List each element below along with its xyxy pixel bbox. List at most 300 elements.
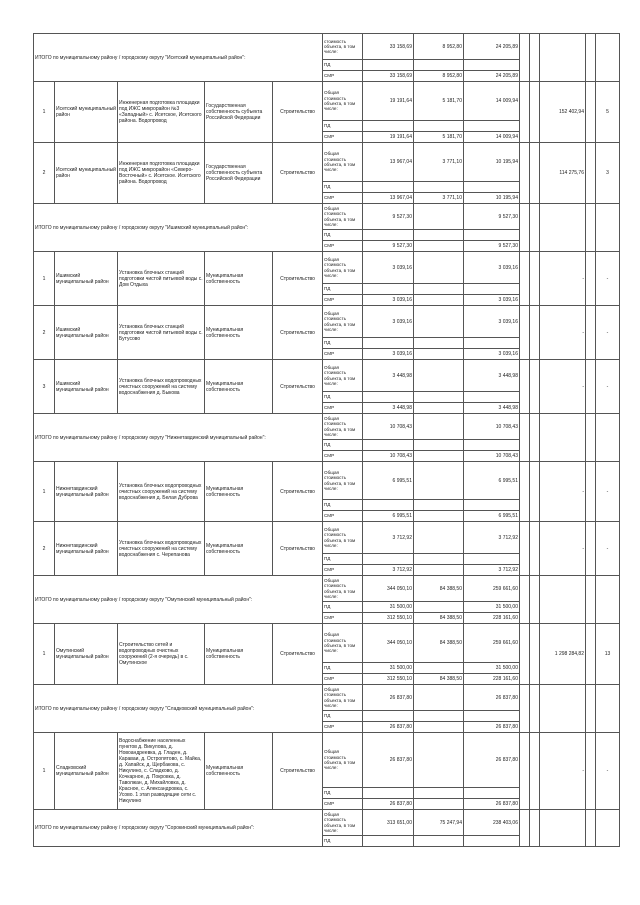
amount-cell bbox=[414, 522, 464, 554]
empty-cell bbox=[530, 576, 540, 624]
amount-cell: 8 952,80 bbox=[414, 34, 464, 60]
extra-amount: - bbox=[540, 252, 586, 306]
amount-cell bbox=[464, 121, 520, 132]
amount-cell: 9 527,30 bbox=[363, 241, 414, 252]
amount-cell bbox=[464, 788, 520, 799]
total-row bbox=[34, 576, 620, 602]
object-name: Установка блочных водопроводных очистных сооружений на систему водоснабжения д. Быкова bbox=[118, 360, 205, 414]
amount-cell: 259 661,60 bbox=[464, 576, 520, 602]
item-number: 1 bbox=[34, 733, 55, 810]
amount-cell bbox=[464, 836, 520, 847]
empty-cell bbox=[540, 576, 586, 624]
municipality-name: Сладковский муниципальный район bbox=[55, 733, 118, 810]
pd-label: ПД bbox=[323, 500, 363, 511]
work-type: Строительство bbox=[273, 143, 323, 204]
amount-cell: 84 388,50 bbox=[414, 674, 464, 685]
amount-cell: 10 195,94 bbox=[464, 193, 520, 204]
empty-cell bbox=[520, 685, 530, 733]
extra-amount: - bbox=[540, 462, 586, 522]
object-name: Установка блочных водопроводных очистных сооружений на систему водоснабжения д. Белая Дуброва bbox=[118, 462, 205, 522]
amount-cell: 26 837,80 bbox=[464, 722, 520, 733]
empty-cell bbox=[520, 733, 530, 810]
item-row bbox=[34, 82, 620, 121]
empty-cell bbox=[530, 624, 540, 685]
amount-cell: 13 967,04 bbox=[363, 193, 414, 204]
amount-cell: 84 388,50 bbox=[414, 576, 464, 602]
item-row bbox=[34, 462, 620, 500]
amount-cell: 3 712,92 bbox=[363, 522, 414, 554]
empty-cell bbox=[540, 204, 586, 252]
empty-cell bbox=[586, 522, 596, 576]
amount-cell: 3 039,16 bbox=[363, 295, 414, 306]
pd-label: ПД bbox=[323, 440, 363, 451]
amount-cell: 84 388,50 bbox=[414, 613, 464, 624]
cost-label: Общая стоимость объекта, в том числе: bbox=[323, 82, 363, 121]
work-type: Строительство bbox=[273, 733, 323, 810]
empty-cell bbox=[586, 34, 596, 82]
empty-cell bbox=[586, 810, 596, 847]
work-type: Строительство bbox=[273, 522, 323, 576]
empty-cell bbox=[596, 810, 620, 847]
empty-cell bbox=[586, 685, 596, 733]
amount-cell bbox=[414, 565, 464, 576]
object-name: Строительство сетей и водопроводных очистных сооружений (2-я очередь) в с. Омутинское bbox=[118, 624, 205, 685]
amount-cell bbox=[414, 121, 464, 132]
amount-cell: 19 191,64 bbox=[363, 132, 414, 143]
municipality-name: Нижнетавдинский муниципальный район bbox=[55, 522, 118, 576]
empty-cell bbox=[520, 414, 530, 462]
smr-label: СМР bbox=[323, 403, 363, 414]
pd-label: ПД bbox=[323, 392, 363, 403]
smr-label: СМР bbox=[323, 349, 363, 360]
empty-cell bbox=[530, 252, 540, 306]
item-row bbox=[34, 252, 620, 284]
extra-count: - bbox=[596, 360, 620, 414]
amount-cell: 3 712,92 bbox=[363, 565, 414, 576]
empty-cell bbox=[530, 82, 540, 143]
amount-cell: 9 527,30 bbox=[464, 241, 520, 252]
cost-label: Общая стоимость объекта, в том числе: bbox=[323, 252, 363, 284]
empty-cell bbox=[586, 733, 596, 810]
amount-cell bbox=[363, 182, 414, 193]
empty-cell bbox=[530, 522, 540, 576]
municipality-name: Омутинский муниципальный район bbox=[55, 624, 118, 685]
cost-label: стоимость объекта, в том числе: bbox=[323, 34, 363, 60]
amount-cell: 3 448,98 bbox=[464, 360, 520, 392]
amount-cell: 3 712,92 bbox=[464, 565, 520, 576]
amount-cell bbox=[414, 284, 464, 295]
extra-amount: - bbox=[540, 522, 586, 576]
amount-cell bbox=[414, 230, 464, 241]
amount-cell bbox=[414, 338, 464, 349]
cost-label: Общая стоимость объекта, в том числе: bbox=[323, 576, 363, 602]
smr-label: СМР bbox=[323, 799, 363, 810]
pd-label: ПД bbox=[323, 788, 363, 799]
empty-cell bbox=[586, 462, 596, 522]
total-row bbox=[34, 810, 620, 836]
pd-label: ПД bbox=[323, 182, 363, 193]
empty-cell bbox=[586, 414, 596, 462]
pd-label: ПД bbox=[323, 836, 363, 847]
amount-cell bbox=[414, 733, 464, 788]
ownership-type: Муниципальная собственность bbox=[205, 522, 273, 576]
amount-cell: 75 247,94 bbox=[414, 810, 464, 836]
amount-cell bbox=[414, 511, 464, 522]
municipality-name: Исетский муниципальный район bbox=[55, 143, 118, 204]
amount-cell bbox=[414, 500, 464, 511]
extra-amount: - bbox=[540, 360, 586, 414]
item-row bbox=[34, 522, 620, 554]
empty-cell bbox=[530, 143, 540, 204]
amount-cell: 19 191,64 bbox=[363, 82, 414, 121]
amount-cell: 33 158,69 bbox=[363, 34, 414, 60]
amount-cell bbox=[464, 284, 520, 295]
empty-cell bbox=[520, 462, 530, 522]
amount-cell bbox=[414, 60, 464, 71]
cost-label: Общая стоимость объекта, в том числе: bbox=[323, 462, 363, 500]
amount-cell bbox=[414, 241, 464, 252]
amount-cell: 26 837,80 bbox=[363, 799, 414, 810]
empty-cell bbox=[530, 462, 540, 522]
empty-cell bbox=[530, 733, 540, 810]
empty-cell bbox=[586, 252, 596, 306]
amount-cell: 31 500,00 bbox=[363, 602, 414, 613]
amount-cell: 10 708,43 bbox=[464, 414, 520, 440]
work-type: Строительство bbox=[273, 306, 323, 360]
amount-cell bbox=[414, 349, 464, 360]
smr-label: СМР bbox=[323, 241, 363, 252]
work-type: Строительство bbox=[273, 624, 323, 685]
amount-cell: 33 158,69 bbox=[363, 71, 414, 82]
amount-cell: 3 771,10 bbox=[414, 143, 464, 182]
amount-cell bbox=[414, 722, 464, 733]
item-row bbox=[34, 733, 620, 788]
cost-label: Общая стоимость объекта, в том числе: bbox=[323, 306, 363, 338]
extra-amount: 1 298 284,82 bbox=[540, 624, 586, 685]
total-row bbox=[34, 414, 620, 440]
empty-cell bbox=[520, 204, 530, 252]
extra-count: - bbox=[596, 252, 620, 306]
amount-cell: 31 500,00 bbox=[363, 663, 414, 674]
empty-cell bbox=[586, 306, 596, 360]
amount-cell: 26 837,80 bbox=[363, 733, 414, 788]
pd-label: ПД bbox=[323, 338, 363, 349]
empty-cell bbox=[530, 685, 540, 733]
empty-cell bbox=[520, 82, 530, 143]
object-name: Установка блочных станций подготовки чистой питьевой воды с. Дом Отдыха bbox=[118, 252, 205, 306]
item-number: 1 bbox=[34, 252, 55, 306]
empty-cell bbox=[520, 306, 530, 360]
district-total-title: ИТОГО по муниципальному району / городскому округу "Исетский муниципальный район": bbox=[34, 34, 323, 82]
amount-cell bbox=[414, 711, 464, 722]
cost-label: Общая стоимость объекта, в том числе: bbox=[323, 733, 363, 788]
amount-cell: 26 837,80 bbox=[464, 733, 520, 788]
extra-count: 3 bbox=[596, 143, 620, 204]
pd-label: ПД bbox=[323, 60, 363, 71]
amount-cell: 9 527,30 bbox=[363, 204, 414, 230]
amount-cell bbox=[464, 60, 520, 71]
amount-cell bbox=[414, 836, 464, 847]
amount-cell: 10 708,43 bbox=[363, 414, 414, 440]
amount-cell: 26 837,80 bbox=[363, 685, 414, 711]
ownership-type: Муниципальная собственность bbox=[205, 462, 273, 522]
amount-cell: 3 039,16 bbox=[464, 295, 520, 306]
amount-cell bbox=[363, 338, 414, 349]
empty-cell bbox=[596, 685, 620, 733]
district-total-title: ИТОГО по муниципальному району / городскому округу "Омутинский муниципальный район": bbox=[34, 576, 323, 624]
ownership-type: Муниципальная собственность bbox=[205, 306, 273, 360]
amount-cell bbox=[414, 295, 464, 306]
amount-cell bbox=[414, 554, 464, 565]
object-name: Водоснабжение населенных пунктов д. Викулова, д. Новоандреевка, д. Гладен, д. Караваи, д. Остропятово, с. Майка, д. Хапайск, д. Щербакова, с. Никулино, с. Сладково, д. Кочкарное, д. Покровка, д. Таволжан, д. Михайловка, д. Красное, с. Александровка, с. Усово. 1 этап разводящие сети с. Никулино bbox=[118, 733, 205, 810]
amount-cell: 3 712,92 bbox=[464, 522, 520, 554]
empty-cell bbox=[586, 143, 596, 204]
district-total-title: ИТОГО по муниципальному району / городскому округу "Сорокинский муниципальный район": bbox=[34, 810, 323, 847]
amount-cell bbox=[414, 685, 464, 711]
amount-cell bbox=[363, 392, 414, 403]
amount-cell: 14 009,94 bbox=[464, 82, 520, 121]
cost-label: Общая стоимость объекта, в том числе: bbox=[323, 360, 363, 392]
empty-cell bbox=[530, 414, 540, 462]
smr-label: СМР bbox=[323, 613, 363, 624]
empty-cell bbox=[520, 252, 530, 306]
amount-cell: 6 995,51 bbox=[363, 511, 414, 522]
extra-amount: - bbox=[540, 733, 586, 810]
amount-cell bbox=[363, 788, 414, 799]
empty-cell bbox=[520, 143, 530, 204]
amount-cell bbox=[414, 788, 464, 799]
ownership-type: Государственная собственность субъекта Российской Федерации bbox=[205, 82, 273, 143]
object-name: Установка блочных станций подготовки чистой питьевой воды с. Бутусово bbox=[118, 306, 205, 360]
empty-cell bbox=[520, 810, 530, 847]
object-name: Инженерная подготовка площадки под ИЖС микрорайон №3 «Западный» с. Исетское, Исетского района. Водопровод bbox=[118, 82, 205, 143]
amount-cell bbox=[464, 554, 520, 565]
empty-cell bbox=[520, 624, 530, 685]
extra-amount: - bbox=[540, 306, 586, 360]
extra-amount: 114 275,76 bbox=[540, 143, 586, 204]
amount-cell bbox=[464, 392, 520, 403]
empty-cell bbox=[530, 360, 540, 414]
amount-cell bbox=[414, 602, 464, 613]
pd-label: ПД bbox=[323, 663, 363, 674]
empty-cell bbox=[530, 306, 540, 360]
empty-cell bbox=[530, 34, 540, 82]
empty-cell bbox=[586, 624, 596, 685]
extra-count: 5 bbox=[596, 82, 620, 143]
amount-cell: 3 039,16 bbox=[363, 306, 414, 338]
amount-cell: 13 967,04 bbox=[363, 143, 414, 182]
municipality-name: Исетский муниципальный район bbox=[55, 82, 118, 143]
empty-cell bbox=[586, 82, 596, 143]
work-type: Строительство bbox=[273, 360, 323, 414]
empty-cell bbox=[540, 34, 586, 82]
amount-cell bbox=[363, 554, 414, 565]
pd-label: ПД bbox=[323, 284, 363, 295]
empty-cell bbox=[596, 204, 620, 252]
amount-cell: 228 161,60 bbox=[464, 613, 520, 624]
item-number: 1 bbox=[34, 624, 55, 685]
extra-amount: 152 402,94 bbox=[540, 82, 586, 143]
amount-cell bbox=[464, 230, 520, 241]
district-total-title: ИТОГО по муниципальному району / городскому округу "Сладковский муниципальный район": bbox=[34, 685, 323, 733]
item-number: 2 bbox=[34, 306, 55, 360]
amount-cell bbox=[414, 204, 464, 230]
amount-cell: 344 050,10 bbox=[363, 624, 414, 663]
empty-cell bbox=[540, 685, 586, 733]
budget-table bbox=[33, 33, 620, 847]
cost-label: Общая стоимость объекта, в том числе: bbox=[323, 204, 363, 230]
pd-label: ПД bbox=[323, 121, 363, 132]
empty-cell bbox=[540, 414, 586, 462]
smr-label: СМР bbox=[323, 565, 363, 576]
smr-label: СМР bbox=[323, 193, 363, 204]
item-number: 1 bbox=[34, 462, 55, 522]
amount-cell: 26 837,80 bbox=[363, 722, 414, 733]
amount-cell bbox=[363, 60, 414, 71]
amount-cell: 26 837,80 bbox=[464, 799, 520, 810]
cost-label: Общая стоимость объекта, в том числе: bbox=[323, 810, 363, 836]
total-row bbox=[34, 204, 620, 230]
amount-cell: 344 050,10 bbox=[363, 576, 414, 602]
extra-count: 13 bbox=[596, 624, 620, 685]
cost-label: Общая стоимость объекта, в том числе: bbox=[323, 624, 363, 663]
smr-label: СМР bbox=[323, 674, 363, 685]
district-total-title: ИТОГО по муниципальному району / городскому округу "Ишимский муниципальный район": bbox=[34, 204, 323, 252]
empty-cell bbox=[586, 204, 596, 252]
amount-cell: 8 952,80 bbox=[414, 71, 464, 82]
empty-cell bbox=[520, 34, 530, 82]
amount-cell: 26 837,80 bbox=[464, 685, 520, 711]
empty-cell bbox=[586, 360, 596, 414]
empty-cell bbox=[530, 204, 540, 252]
item-row bbox=[34, 143, 620, 182]
extra-count: - bbox=[596, 522, 620, 576]
amount-cell bbox=[414, 360, 464, 392]
object-name: Установка блочных водопроводных очистных сооружений на систему водоснабжения с. Черепанова bbox=[118, 522, 205, 576]
amount-cell: 10 708,43 bbox=[464, 451, 520, 462]
amount-cell: 31 500,00 bbox=[464, 602, 520, 613]
amount-cell bbox=[414, 306, 464, 338]
empty-cell bbox=[520, 522, 530, 576]
item-number: 3 bbox=[34, 360, 55, 414]
item-number: 2 bbox=[34, 143, 55, 204]
amount-cell bbox=[414, 414, 464, 440]
amount-cell bbox=[363, 284, 414, 295]
amount-cell: 14 009,94 bbox=[464, 132, 520, 143]
amount-cell: 6 995,51 bbox=[464, 511, 520, 522]
amount-cell: 84 388,50 bbox=[414, 624, 464, 663]
municipality-name: Ишимский муниципальный район bbox=[55, 306, 118, 360]
amount-cell bbox=[464, 182, 520, 193]
work-type: Строительство bbox=[273, 252, 323, 306]
district-total-title: ИТОГО по муниципальному району / городскому округу "Нижнетавдинский муниципальный район": bbox=[34, 414, 323, 462]
smr-label: СМР bbox=[323, 71, 363, 82]
total-row bbox=[34, 34, 620, 60]
amount-cell: 312 550,10 bbox=[363, 674, 414, 685]
amount-cell: 5 181,70 bbox=[414, 82, 464, 121]
amount-cell: 10 708,43 bbox=[363, 451, 414, 462]
work-type: Строительство bbox=[273, 82, 323, 143]
smr-label: СМР bbox=[323, 451, 363, 462]
amount-cell: 259 661,60 bbox=[464, 624, 520, 663]
empty-cell bbox=[520, 360, 530, 414]
extra-count: - bbox=[596, 306, 620, 360]
item-row bbox=[34, 306, 620, 338]
amount-cell: 3 448,98 bbox=[464, 403, 520, 414]
empty-cell bbox=[540, 810, 586, 847]
cost-label: Общая стоимость объекта, в том числе: bbox=[323, 143, 363, 182]
amount-cell bbox=[363, 121, 414, 132]
empty-cell bbox=[596, 414, 620, 462]
amount-cell bbox=[414, 462, 464, 500]
amount-cell bbox=[363, 711, 414, 722]
amount-cell: 24 205,89 bbox=[464, 34, 520, 60]
amount-cell bbox=[414, 451, 464, 462]
ownership-type: Муниципальная собственность bbox=[205, 252, 273, 306]
cost-label: Общая стоимость объекта, в том числе: bbox=[323, 414, 363, 440]
ownership-type: Муниципальная собственность bbox=[205, 624, 273, 685]
amount-cell bbox=[363, 230, 414, 241]
municipality-name: Ишимский муниципальный район bbox=[55, 252, 118, 306]
amount-cell bbox=[464, 338, 520, 349]
amount-cell bbox=[414, 403, 464, 414]
empty-cell bbox=[530, 810, 540, 847]
extra-count: - bbox=[596, 462, 620, 522]
amount-cell: 31 500,00 bbox=[464, 663, 520, 674]
amount-cell: 3 448,98 bbox=[363, 403, 414, 414]
empty-cell bbox=[596, 34, 620, 82]
pd-label: ПД bbox=[323, 602, 363, 613]
amount-cell: 3 039,16 bbox=[363, 349, 414, 360]
amount-cell bbox=[414, 440, 464, 451]
amount-cell bbox=[414, 392, 464, 403]
amount-cell bbox=[414, 663, 464, 674]
smr-label: СМР bbox=[323, 132, 363, 143]
extra-count: - bbox=[596, 733, 620, 810]
amount-cell: 3 448,98 bbox=[363, 360, 414, 392]
amount-cell bbox=[464, 711, 520, 722]
cost-label: Общая стоимость объекта, в том числе: bbox=[323, 685, 363, 711]
ownership-type: Муниципальная собственность bbox=[205, 360, 273, 414]
item-number: 1 bbox=[34, 82, 55, 143]
amount-cell: 5 181,70 bbox=[414, 132, 464, 143]
amount-cell bbox=[363, 440, 414, 451]
amount-cell: 312 550,10 bbox=[363, 613, 414, 624]
amount-cell bbox=[414, 799, 464, 810]
item-row bbox=[34, 360, 620, 392]
empty-cell bbox=[586, 576, 596, 624]
pd-label: ПД bbox=[323, 711, 363, 722]
amount-cell: 6 995,51 bbox=[363, 462, 414, 500]
amount-cell: 10 195,94 bbox=[464, 143, 520, 182]
amount-cell bbox=[363, 500, 414, 511]
amount-cell: 313 651,00 bbox=[363, 810, 414, 836]
total-row bbox=[34, 685, 620, 711]
amount-cell: 3 771,10 bbox=[414, 193, 464, 204]
item-number: 2 bbox=[34, 522, 55, 576]
amount-cell: 6 995,51 bbox=[464, 462, 520, 500]
pd-label: ПД bbox=[323, 554, 363, 565]
cost-label: Общая стоимость объекта, в том числе: bbox=[323, 522, 363, 554]
smr-label: СМР bbox=[323, 511, 363, 522]
amount-cell bbox=[464, 440, 520, 451]
amount-cell bbox=[464, 500, 520, 511]
amount-cell bbox=[414, 182, 464, 193]
item-row bbox=[34, 624, 620, 663]
pd-label: ПД bbox=[323, 230, 363, 241]
amount-cell: 9 527,30 bbox=[464, 204, 520, 230]
ownership-type: Муниципальная собственность bbox=[205, 733, 273, 810]
